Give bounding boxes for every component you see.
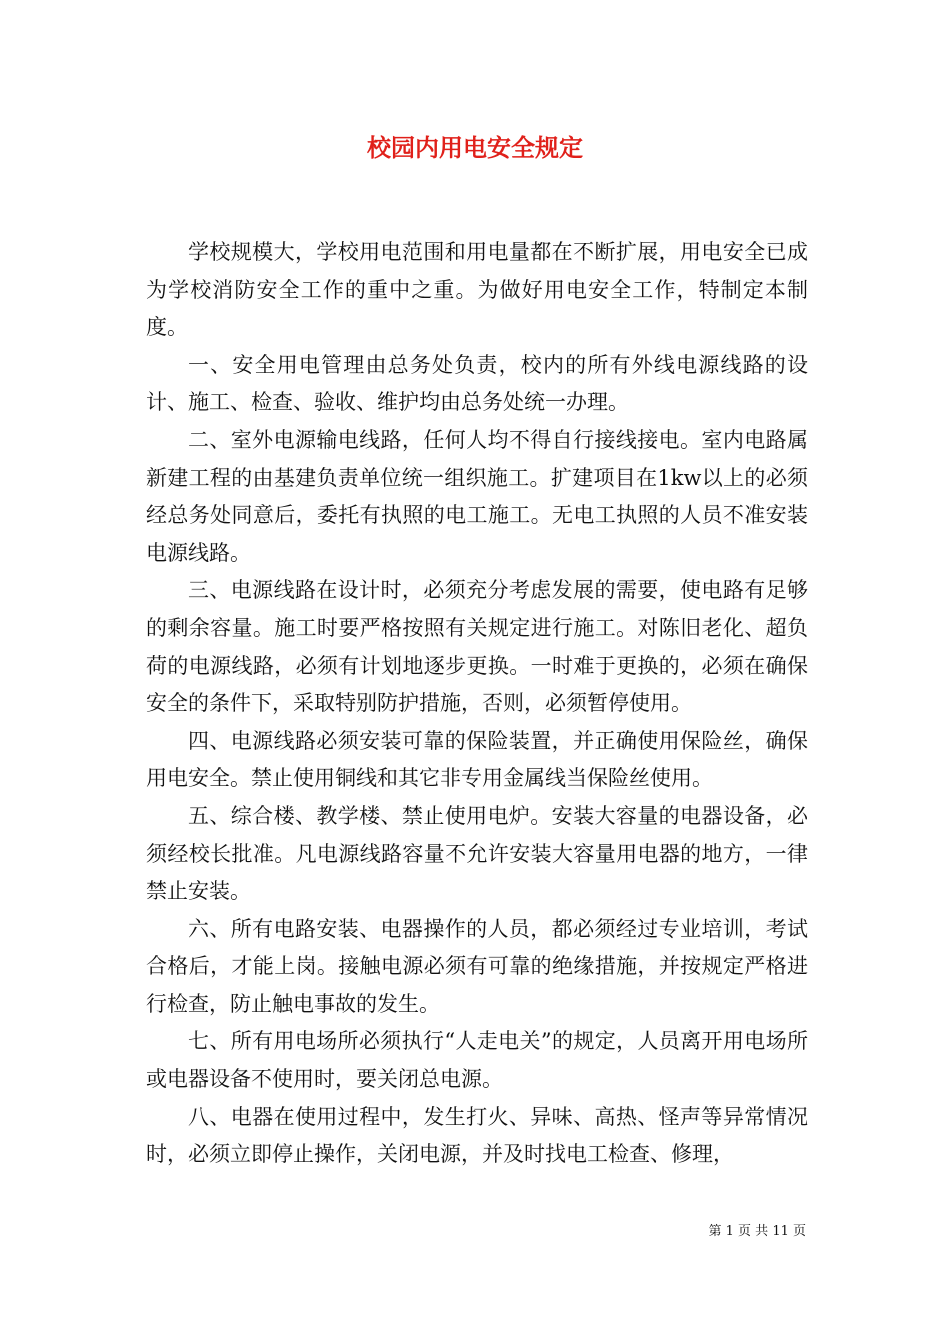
page-title: 校园内用电安全规定	[367, 133, 583, 162]
paragraph-rule-8: 八、电器在使用过程中，发生打火、异味、高热、怪声等异常情况时，必须立即停止操作，关闭电源，并及时找电工检查、修理，	[146, 1104, 808, 1167]
paragraph-rule-2: 二、室外电源输电线路，任何人均不得自行接线接电。室内电路属新建工程的由基建负责单位统一组织施工。扩建项目在1kw以上的必须经总务处同意后，委托有执照的电工施工。无电工执照的人员不准安装电源线路。	[146, 427, 808, 565]
paragraph-rule-7: 七、所有用电场所必须执行“人走电关”的规定，人员离开用电场所或电器设备不使用时，要关闭总电源。	[146, 1029, 808, 1092]
paragraph-rule-5: 五、综合楼、教学楼、禁止使用电炉。安装大容量的电器设备，必须经校长批准。凡电源线路容量不允许安装大容量用电器的地方，一律禁止安装。	[146, 803, 808, 904]
document-body	[146, 234, 808, 1174]
page-number-footer: 第 1 页 共 11 页	[708, 1224, 806, 1239]
paragraph-rule-4: 四、电源线路必须安装可靠的保险装置，并正确使用保险丝，确保用电安全。禁止使用铜线和其它非专用金属线当保险丝使用。	[146, 728, 808, 791]
paragraph-rule-3: 三、电源线路在设计时，必须充分考虑发展的需要，使电路有足够的剩余容量。施工时要严格按照有关规定进行施工。对陈旧老化、超负荷的电源线路，必须有计划地逐步更换。一时难于更换的，必须在确保安全的条件下，采取特别防护措施，否则，必须暂停使用。	[146, 578, 808, 716]
paragraph-rule-1: 一、安全用电管理由总务处负责，校内的所有外线电源线路的设计、施工、检查、验收、维护均由总务处统一办理。	[146, 352, 808, 415]
paragraph-intro: 学校规模大，学校用电范围和用电量都在不断扩展，用电安全已成为学校消防安全工作的重中之重。为做好用电安全工作，特制定本制度。	[146, 240, 808, 340]
paragraph-rule-6: 六、所有电路安装、电器操作的人员，都必须经过专业培训，考试合格后，才能上岗。接触电源必须有可靠的绝缘措施，并按规定严格进行检查，防止触电事故的发生。	[146, 916, 808, 1016]
